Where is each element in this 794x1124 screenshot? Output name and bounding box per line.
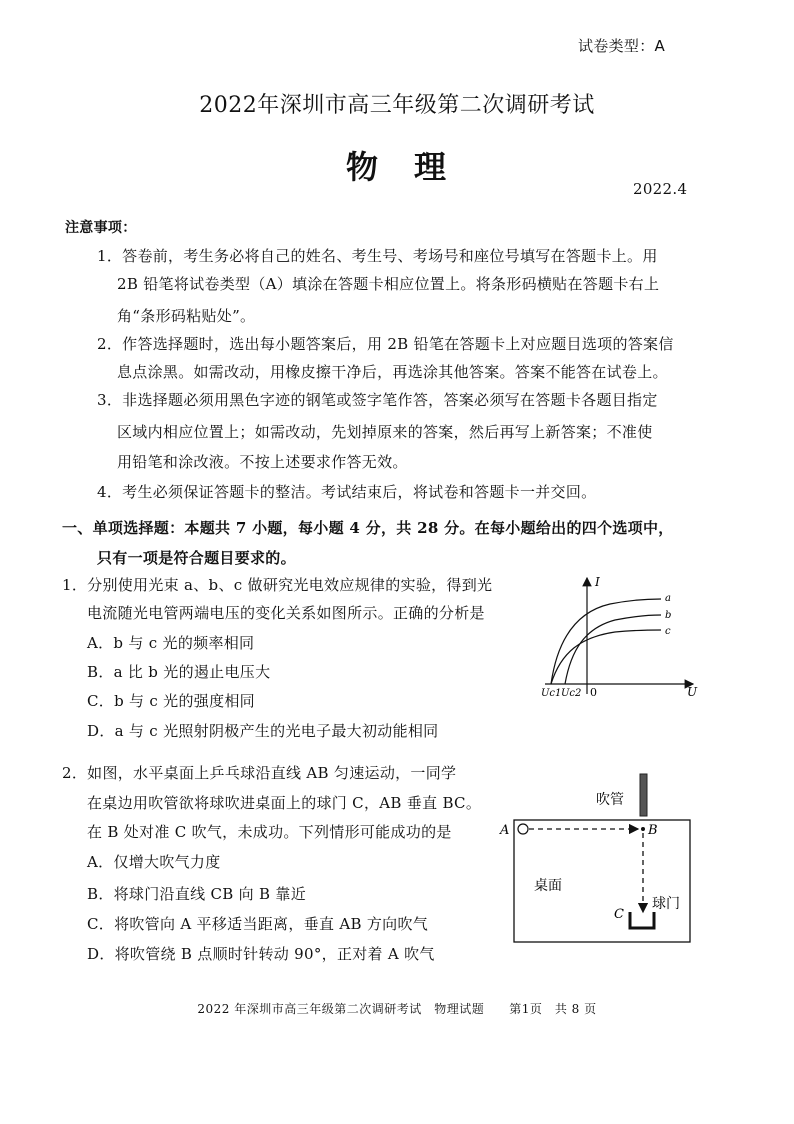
exam-title: 2022年深圳市高三年级第二次调研考试 (199, 93, 595, 118)
notice-line: 区域内相应位置上；如需改动，先划掉原来的答案，然后再写上新答案；不准使 (117, 423, 653, 441)
point-c-label: C (614, 907, 624, 922)
page-footer: 2022 年深圳市高三年级第二次调研考试 物理试题 第1页 共 8 页 (197, 1002, 597, 1016)
q1-photoelectric-graph (535, 572, 705, 702)
notice-line: 3．非选择题必须用黑色字迹的钢笔或签字笔作答，答案必须写在答题卡各题目指定 (97, 391, 658, 409)
notice-line: 角“条形码粘贴处”。 (117, 307, 256, 325)
u-axis-label: U (687, 685, 698, 699)
curve-c-label: c (665, 626, 671, 637)
q1-option-c: C．b 与 c 光的强度相同 (87, 692, 255, 710)
curve-b-label: b (665, 610, 672, 621)
notice-line: 息点涂黑。如需改动，用橡皮擦干净后，再选涂其他答案。答案不能答在试卷上。 (117, 363, 668, 381)
q2-stem: 在桌边用吹管欲将球吹进桌面上的球门 C，AB 垂直 BC。 (87, 794, 482, 812)
notice-line: 1．答卷前，考生务必将自己的姓名、考生号、考场号和座位号填写在答题卡上。用 (97, 247, 658, 265)
curve-c (551, 630, 661, 684)
subject-title: 物 理 (345, 148, 448, 186)
q1-option-a: A．b 与 c 光的频率相同 (87, 634, 255, 652)
q1-stem: 1．分别使用光束 a、b、c 做研究光电效应规律的实验，得到光 (62, 576, 493, 594)
section-heading-cont: 只有一项是符合题目要求的。 (97, 549, 296, 567)
curve-b (565, 615, 661, 684)
section-heading: 一、单项选择题：本题共 7 小题，每小题 4 分，共 28 分。在每小题给出的四个选项中， (62, 519, 674, 537)
origin-label: 0 (590, 686, 597, 699)
notice-heading: 注意事项： (65, 220, 137, 236)
notice-line: 2B 铅笔将试卷类型（A）填涂在答题卡相应位置上。将条形码横贴在答题卡右上 (117, 275, 660, 293)
q2-option-a: A．仅增大吹气力度 (87, 853, 221, 871)
point-b-label: B (648, 823, 658, 838)
i-axis-label: I (595, 575, 600, 589)
q2-option-b: B．将球门沿直线 CB 向 B 靠近 (87, 885, 307, 903)
paper-type-label: 试卷类型：A (578, 37, 666, 55)
uc2-label: Uc2 (561, 688, 582, 699)
uc1-label: Uc1 (541, 688, 562, 699)
goal-label: 球门 (652, 896, 680, 912)
goal-c (630, 912, 654, 928)
curve-a-label: a (665, 593, 671, 604)
q2-option-c: C．将吹管向 A 平移适当距离，垂直 AB 方向吹气 (87, 915, 429, 933)
notice-line: 2．作答选择题时，选出每小题答案后，用 2B 铅笔在答题卡上对应题目选项的答案信 (97, 335, 674, 353)
q2-table-diagram (496, 772, 701, 947)
point-b (641, 827, 645, 831)
table-label: 桌面 (534, 878, 562, 894)
q1-option-d: D．a 与 c 光照射阴极产生的光电子最大初动能相同 (87, 722, 439, 740)
notice-line: 4．考生必须保证答题卡的整洁。考试结束后，将试卷和答题卡一并交回。 (97, 483, 597, 501)
q2-stem: 2．如图，水平桌面上乒乓球沿直线 AB 匀速运动，一同学 (62, 764, 457, 782)
q2-stem: 在 B 处对准 C 吹气，未成功。下列情形可能成功的是 (87, 823, 452, 841)
q1-stem: 电流随光电管两端电压的变化关系如图所示。正确的分析是 (87, 604, 485, 622)
blow-tube (640, 774, 647, 816)
q2-option-d: D．将吹管绕 B 点顺时针转动 90°，正对着 A 吹气 (87, 945, 435, 963)
ping-pong-ball (518, 824, 528, 834)
point-a-label: A (500, 823, 510, 838)
exam-date: 2022.4 (633, 180, 688, 198)
q1-option-b: B．a 比 b 光的遏止电压大 (87, 663, 271, 681)
notice-line: 用铅笔和涂改液。不按上述要求作答无效。 (117, 453, 408, 471)
tube-label: 吹管 (596, 792, 624, 808)
